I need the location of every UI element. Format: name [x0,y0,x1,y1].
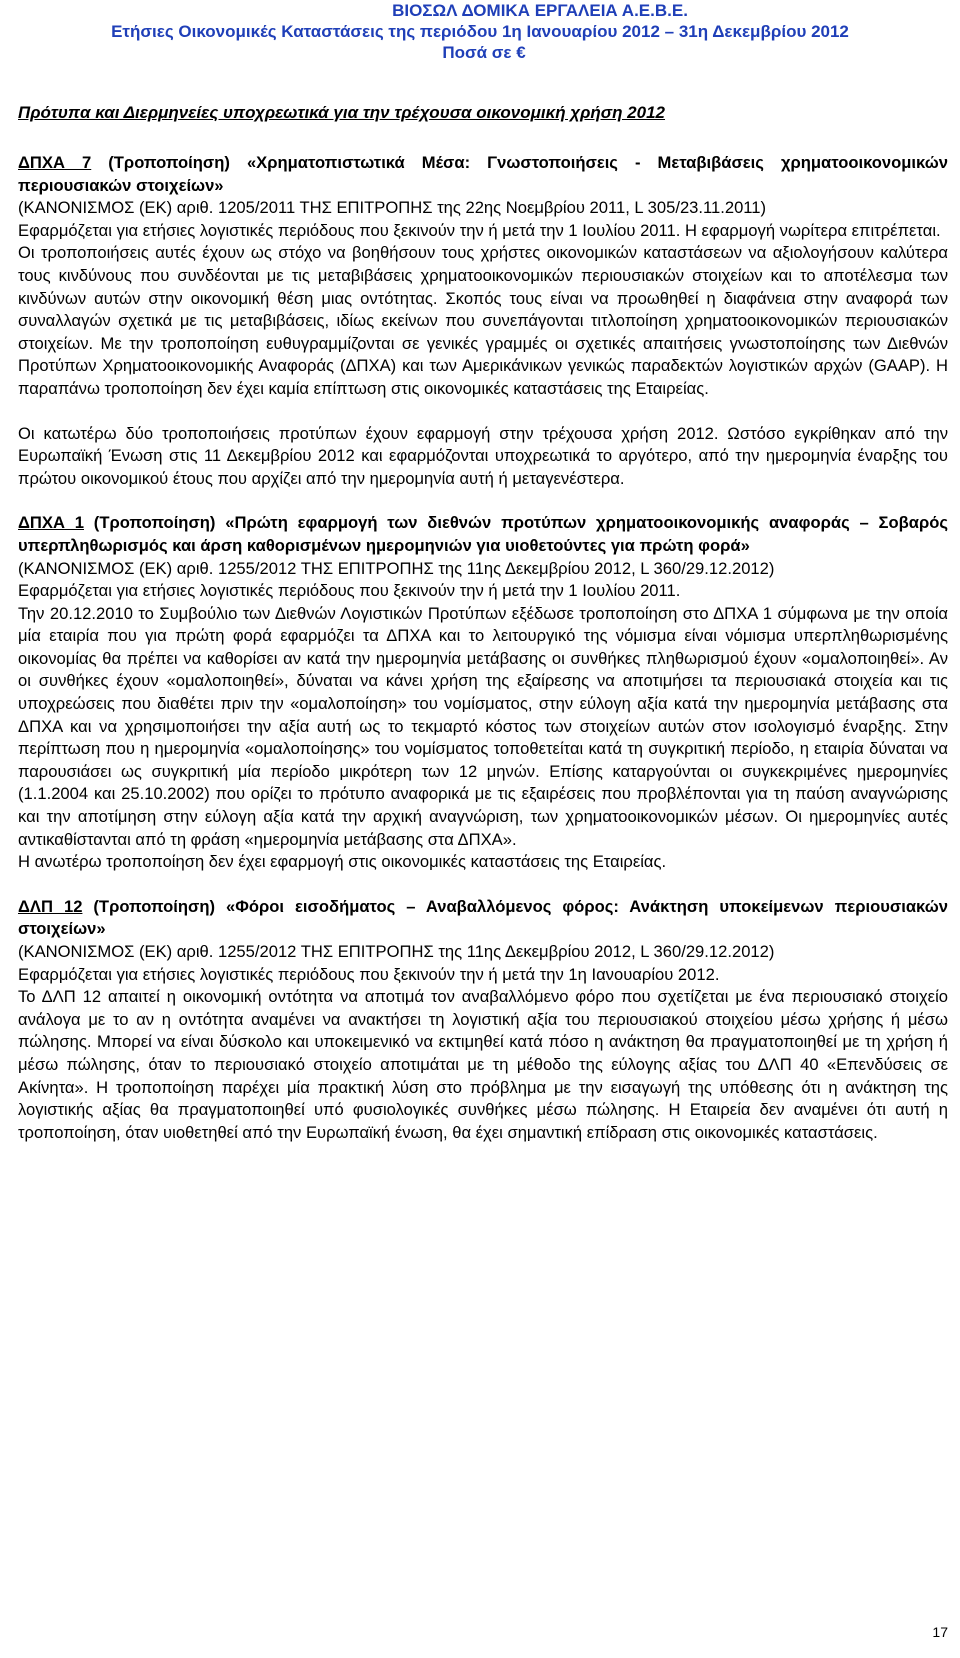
document-header [0,0,960,63]
ifrs1-regulation: (ΚΑΝΟΝΙΣΜΟΣ (ΕΚ) αριθ. 1255/2012 ΤΗΣ ΕΠΙΤΡΟΠΗΣ της 11ης Δεκεμβρίου 2012, L 360/29.12.2012) [18,558,775,578]
ifrs7-title [18,152,948,197]
ifrs1-title [18,512,948,557]
ifrs7-name: (Τροποποίηση) «Χρηματοπιστωτικά Μέσα: Γνωστοποιήσεις - Μεταβιβάσεις χρηματοοικονομικών περιουσιακών στοιχείων» [18,153,948,195]
ias12-code: ΔΛΠ 12 [18,896,83,916]
ifrs1-text: Την 20.12.2010 το Συμβούλιο των Διεθνών Λογιστικών Προτύπων εξέδωσε τροποποίηση στο ΔΠΧΑ 1 σύμφωνα με την οποία μία εταιρία που για πρώτη φορά εφαρμόζει τα ΔΠΧΑ και το λειτουργικό της νόμισμα είναι νόμισμα υπερπληθωρισμένης οικονομίας θα πρέπει να καθορίσει αν κατά την ημερομηνία μετάβασης οι συνθήκες πληθωρισμού έχουν «ομαλοποιηθεί». Αν οι συνθήκες έχουν «ομαλοποιηθεί», δύναται να κάνει χρήση της εξαίρεσης να αποτιμήσει τα περιουσιακά στοιχεία και τις υποχρεώσεις που διαθέτει πριν την «ομαλοποίηση» του νομίσματος, στην εύλογη αξία κατά την ημερομηνία μετάβασης στα ΔΠΧΑ και να χρησιμοποιήσει την αξία αυτή ως το τεκμαρτό κόστος των στοιχείων αυτών στον ισολογισμό έναρξης. Στην περίπτωση που η ημερομηνία «ομαλοποίησης» του νομίσματος τοποθετείται κατά τη συγκριτική περίοδο, η εταιρία δύναται να παρουσιάσει ως συγκριτική μία περίοδο μικρότερη των 12 μηνών. Επίσης καταργούνται οι συγκεκριμένες ημερομηνίες (1.1.2004 και 25.10.2002) που ορίζει το πρότυπο αναφορικά με τις εξαιρέσεις που προβλέπονται για τη παύση αναγνώρισης και την αποτίμηση στην εύλογη αξία κατά την αρχική αναγνώριση, των χρηματοοικονομικών μέσων. Οι ημερομηνίες αυτές αντικαθίστανται από τη φράση «ημερομηνία μετάβασης στα ΔΠΧΑ». [18,603,948,849]
report-title: Ετήσιες Οικονομικές Καταστάσεις της περιόδου 1η Ιανουαρίου 2012 – 31η Δεκεμβρίου 2012 [111,22,849,41]
ifrs1-applies: Εφαρμόζεται για ετήσιες λογιστικές περιόδους που ξεκινούν την ή μετά την 1 Ιουλίου 2011. [18,581,681,601]
ifrs7-code: ΔΠΧΑ 7 [18,153,92,172]
ifrs1-code: ΔΠΧΑ 1 [18,513,84,533]
page-number: 17 [932,1624,948,1640]
ifrs7-regulation: (ΚΑΝΟΝΙΣΜΟΣ (ΕΚ) αριθ. 1205/2011 ΤΗΣ ΕΠΙΤΡΟΠΗΣ της 22ης Νοεμβρίου 2011, L 305/23.11.2011) [18,198,767,218]
company-name: ΒΙΟΣΩΛ ΔΟΜΙΚΑ ΕΡΓΑΛΕΙΑ Α.Ε.Β.Ε. [392,1,688,20]
section-heading: Πρότυπα και Διερμηνείες υποχρεωτικά για την τρέχουσα οικονομική χρήση 2012 [18,103,666,122]
ias12-regulation: (ΚΑΝΟΝΙΣΜΟΣ (ΕΚ) αριθ. 1255/2012 ΤΗΣ ΕΠΙΤΡΟΠΗΣ της 11ης Δεκεμβρίου 2012, L 360/29.12.2012) [18,942,775,961]
ifrs7-applies: Εφαρμόζεται για ετήσιες λογιστικές περιόδους που ξεκινούν την ή μετά την 1 Ιουλίου 2011. Η εφαρμογή νωρίτερα επιτρέπεται. [18,220,941,240]
ias12-applies: Εφαρμόζεται για ετήσιες λογιστικές περιόδους που ξεκινούν την ή μετά την 1η Ιανουαρίου 2012. [18,964,720,984]
ifrs1-name: (Τροποποίηση) «Πρώτη εφαρμογή των διεθνών προτύπων χρηματοοικονομικής αναφοράς – Σοβαρός υπερπληθωρισμός και άρση καθορισμένων ημερομηνιών για υιοθετούντες για πρώτη φορά» [18,513,948,555]
ifrs1-effect: Η ανωτέρω τροποποίηση δεν έχει εφαρμογή στις οικονομικές καταστάσεις της Εταιρείας. [18,852,667,872]
intro-paragraph: Οι κατωτέρω δύο τροποποιήσεις προτύπων έχουν εφαρμογή στην τρέχουσα χρήση 2012. Ωστόσο εγκρίθηκαν από την Ευρωπαϊκή Ένωση στις 11 Δεκεμβρίου 2012 και εφαρμόζονται υποχρεωτικά το αργότερο, από την ημερομηνία έναρξης του πρώτου οικονομικού έτους που αρχίζει από την ημερομηνία αυτή ή μεταγενέστερα. [18,423,948,488]
ias12-name: (Τροποποίηση) «Φόροι εισοδήματος – Αναβαλλόμενος φόρος: Ανάκτηση υποκείμενων περιουσιακών στοιχείων» [18,896,948,939]
ifrs7-text: Οι τροποποιήσεις αυτές έχουν ως στόχο να βοηθήσουν τους χρήστες οικονομικών καταστάσεων να αξιολογήσουν καλύτερα τους κινδύνους που συνδέονται με τις μεταβιβάσεις χρηματοοικονομικών περιουσιακών στοιχείων και το αποτέλεσμα των κινδύνων αυτών στην οικονομική θέση μιας οντότητας. Σκοπός τους είναι να προωθηθεί η διαφάνεια στην αναφορά των συναλλαγών σχετικά με τις μεταβιβάσεις, ιδίως εκείνων που συνεπάγονται τιτλοποίηση χρηματοοικονομικών περιουσιακών στοιχείων. Με την τροποποίηση ευθυγραμμίζονται σε γενικές γραμμές οι σχετικές απαιτήσεις γνωστοποίησης των Διεθνών Προτύπων Χρηματοοικονομικής Αναφοράς (ΔΠΧΑ) και των Αμερικάνικων γενικώς παραδεκτών λογιστικών αρχών (GAAP). Η παραπάνω τροποποίηση δεν έχει καμία επίπτωση στις οικονομικές καταστάσεις της Εταιρείας. [18,243,948,398]
ias12-title [18,896,948,941]
ias12-text: Το ΔΛΠ 12 απαιτεί η οικονομική οντότητα να αποτιμά τον αναβαλλόμενο φόρο που σχετίζεται με ένα περιουσιακό στοιχείο ανάλογα με το αν η οντότητα αναμένει να ανακτήσει τη λογιστική αξία του περιουσιακού στοιχείου μέσω χρήσης ή μέσω πώλησης. Μπορεί να είναι δύσκολο και υποκειμενικό να εκτιμηθεί κατά πόσο η ανάκτηση θα πραγματοποιηθεί με τη χρήση ή μέσω πώλησης, όταν το περιουσιακό στοιχείο αποτιμάται με τη μέθοδο της εύλογης αξίας του ΔΛΠ 40 «Επενδύσεις σε Ακίνητα». Η τροποποίηση παρέχει μία πρακτική λύση στο πρόβλημα με την εισαγωγή της υπόθεσης ότι η ανάκτηση της λογιστικής αξίας θα πραγματοποιηθεί υπό φυσιολογικές συνθήκες μέσω πώλησης. Η Εταιρεία δεν αναμένει ότι αυτή η τροποποίηση, όταν υιοθετηθεί από την Ευρωπαϊκή ένωση, θα έχει σημαντική επίδραση στις οικονομικές καταστάσεις. [18,987,948,1142]
currency-note: Ποσά σε € [442,43,526,62]
document-body [18,152,948,1144]
